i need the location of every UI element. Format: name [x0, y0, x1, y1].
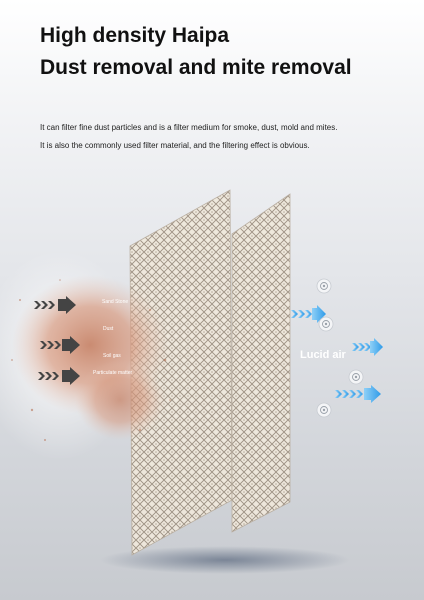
pollutant-label-dust: Dust: [103, 326, 114, 332]
description-line-2: It is also the commonly used filter material, and the filtering effect is obvious.: [40, 141, 310, 150]
outgoing-arrow-2: [352, 338, 383, 356]
pollutant-label-particulate-matter: Particulate matter: [93, 370, 133, 376]
pollutant-label-soil-gas: Soil gas: [103, 353, 121, 359]
outgoing-arrow-3: [335, 385, 381, 403]
lucid-air-label: Lucid air: [300, 349, 346, 361]
filter-illustration: [0, 160, 424, 600]
filter-panel-front: [232, 194, 290, 532]
air-particle-icon: [319, 317, 333, 331]
air-particle-icon: [317, 279, 331, 293]
pollutant-label-sand-stone: Sand Stone: [102, 299, 129, 305]
description-line-1: It can filter fine dust particles and is a filter medium for smoke, dust, mold and mites.: [40, 123, 338, 132]
headline-line-1: High density Haipa: [40, 24, 230, 47]
air-particle-icon: [317, 403, 331, 417]
air-particle-icon: [349, 370, 363, 384]
headline-line-2: Dust removal and mite removal: [40, 56, 352, 79]
